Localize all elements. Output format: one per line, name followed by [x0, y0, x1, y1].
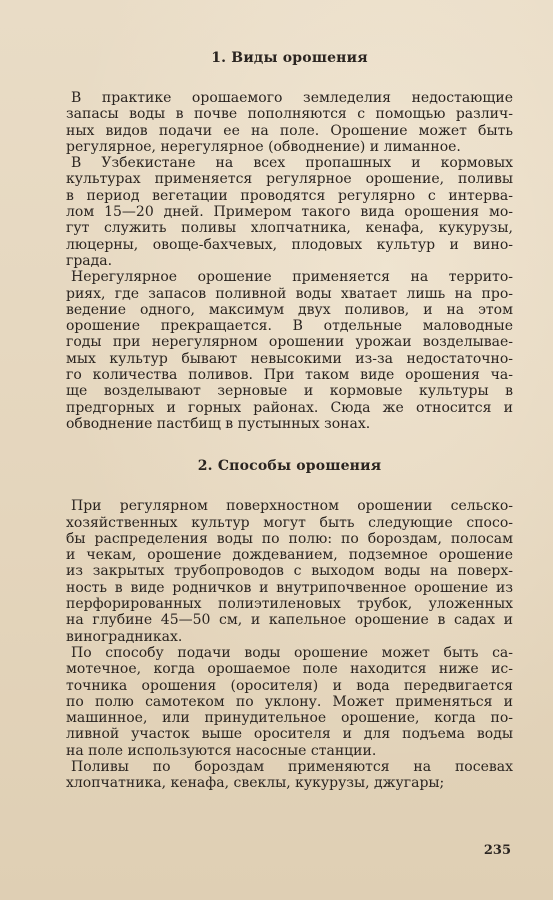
paragraph — [66, 90, 513, 155]
text-line: запасы воды в почве пополняются с помощью различ- — [66, 106, 513, 123]
text-line: годы при нерегулярном орошении урожаи возделывае- — [66, 334, 513, 351]
text-line: обводнение пастбищ в пустынных зонах. — [66, 415, 371, 432]
section-irrigation-types-body — [66, 90, 513, 432]
text-line: виноградниках. — [66, 628, 183, 645]
text-line: По способу подачи воды орошение может быть са- — [71, 644, 513, 661]
text-line: го количества поливов. При таком виде орошения ча- — [66, 367, 513, 384]
paragraph — [66, 155, 513, 269]
text-line: мотечное, когда орошаемое поле находится ниже ис- — [66, 661, 513, 678]
paragraph — [66, 645, 513, 759]
section-title-irrigation-methods: 2. Способы орошения — [197, 458, 382, 475]
text-line: ще возделывают зерновые и кормовые культуры в — [66, 383, 513, 400]
text-line: гут служить поливы хлопчатника, кенафа, кукурузы, — [66, 220, 513, 237]
text-line: и чекам, орошение дождеванием, подземное орошение — [66, 547, 513, 564]
text-line: ных видов подачи ее на поле. Орошение может быть — [66, 122, 513, 139]
text-line: из закрытых трубопроводов с выходом воды на поверх- — [66, 563, 513, 580]
text-line: регулярное, нерегулярное (обводнение) и лиманное. — [66, 138, 461, 155]
text-line: хлопчатника, кенафа, свеклы, кукурузы, джугары; — [66, 775, 445, 792]
text-line: При регулярном поверхностном орошении сельско- — [71, 498, 513, 515]
text-line: машинное, или принудительное орошение, когда по- — [66, 710, 513, 727]
text-line: бы распределения воды по полю: по бороздам, полосам — [66, 530, 513, 547]
text-line: в период вегетации проводятся регулярно с интерва- — [66, 187, 513, 204]
page-number: 235 — [483, 843, 511, 858]
text-line: по полю самотеком по уклону. Может применяться и — [66, 693, 513, 710]
paragraph — [66, 759, 513, 792]
text-line: ность в виде родничков и внутрипочвенное орошение из — [66, 579, 513, 596]
text-line: люцерны, овоще-бахчевых, плодовых культур и вино- — [66, 236, 513, 253]
text-line: Нерегулярное орошение применяется на террито- — [71, 269, 513, 286]
text-line: В Узбекистане на всех пропашных и кормовых — [71, 155, 513, 172]
text-line: перфорированных полиэтиленовых трубок, уложенных — [66, 596, 513, 613]
section-title-irrigation-types: 1. Виды орошения — [211, 50, 368, 66]
paragraph — [66, 269, 513, 432]
text-line: В практике орошаемого земледелия недостающие — [71, 90, 513, 106]
text-line: ливной участок выше оросителя и для подъема воды — [66, 726, 513, 743]
section-irrigation-methods-body — [66, 498, 513, 791]
text-line: хозяйственных культур могут быть следующие спосо- — [66, 514, 513, 531]
text-line: лом 15—20 дней. Примером такого вида орошения мо- — [66, 204, 513, 221]
text-line: ведение одного, максимум двух поливов, и на этом — [66, 301, 513, 318]
paragraph — [66, 498, 513, 645]
text-line: града. — [66, 252, 113, 269]
text-line: культурах применяется регулярное орошение, поливы — [66, 171, 513, 188]
text-line: точника орошения (оросителя) и вода передвигается — [66, 677, 513, 694]
text-line: на поле используются насосные станции. — [66, 742, 377, 759]
text-line: риях, где запасов поливной воды хватает лишь на про- — [66, 285, 513, 302]
text-line: на глубине 45—50 см, и капельное орошение в садах и — [66, 612, 513, 629]
text-line: предгорных и горных районах. Сюда же относится и — [66, 399, 513, 416]
text-line: орошение прекращается. В отдельные маловодные — [66, 318, 513, 335]
text-line: Поливы по бороздам применяются на посевах — [71, 758, 513, 775]
text-line: мых культур бывают невысокими из-за недостаточно- — [66, 350, 513, 367]
